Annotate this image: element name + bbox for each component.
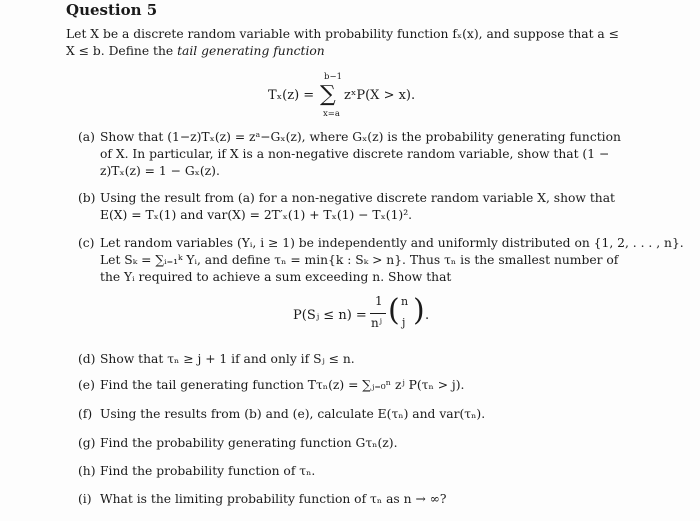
intro-emphasis: tail generating function — [177, 44, 325, 58]
part-c-line-3: the Yᵢ required to achieve a sum exceeding n. Show that — [100, 270, 452, 284]
frac-numerator: 1 — [375, 294, 383, 308]
binom-right-paren: ) — [413, 293, 425, 328]
fraction-bar — [370, 313, 386, 314]
part-i-label: (i) — [78, 492, 92, 506]
tail-formula-rhs: zˣP(X > x). — [344, 88, 416, 103]
binom-top: n — [401, 295, 409, 308]
binom-left-paren: ( — [388, 293, 400, 328]
question-title: Question 5 — [66, 1, 158, 19]
part-b-line-1: Using the result from (a) for a non-negative discrete random variable X, show that — [100, 191, 615, 205]
part-a-label: (a) — [78, 130, 95, 144]
part-f-label: (f) — [78, 407, 93, 421]
tail-formula-lhs: Tₓ(z) = — [268, 88, 315, 103]
part-b-line-2: E(X) = Tₓ(1) and var(X) = 2T′ₓ(1) + Tₓ(1) − Tₓ(1)². — [100, 208, 413, 222]
part-e-label: (e) — [78, 378, 95, 392]
part-c-label: (c) — [78, 236, 95, 250]
part-h-label: (h) — [78, 464, 96, 478]
part-a-line-1: Show that (1−z)Tₓ(z) = zᵃ−Gₓ(z), where Gₓ(z) is the probability generating function — [100, 130, 621, 144]
part-a-line-2: of X. In particular, if X is a non-negative discrete random variable, show that (1 − — [100, 147, 610, 161]
sum-upper-limit: b−1 — [324, 72, 342, 82]
intro-line-2 — [66, 42, 325, 60]
part-g-text: Find the probability generating function Gτₙ(z). — [100, 436, 398, 450]
part-h-text: Find the probability function of τₙ. — [100, 464, 316, 478]
prob-formula-lhs: P(Sⱼ ≤ n) = — [293, 308, 367, 323]
part-d-label: (d) — [78, 352, 96, 366]
part-c-line-1: Let random variables (Yᵢ, i ≥ 1) be independently and uniformly distributed on {1, 2, . . . , n}. — [100, 236, 684, 250]
part-i-text: What is the limiting probability function of τₙ as n → ∞? — [100, 492, 447, 506]
binom-bottom: j — [402, 316, 406, 329]
part-g-label: (g) — [78, 436, 96, 450]
intro-line-1: Let X be a discrete random variable with probability function fₓ(x), and suppose that a ≤ — [66, 27, 619, 41]
sum-lower-limit: x=a — [323, 109, 340, 119]
sum-sigma: ∑ — [320, 82, 336, 107]
frac-denominator: nʲ — [371, 316, 382, 330]
part-a-line-3: z)Tₓ(z) = 1 − Gₓ(z). — [100, 164, 220, 178]
intro-line-2-text: X ≤ b. Define the — [66, 44, 178, 58]
part-c-line-2: Let Sₖ = ∑ᵢ₌₁ᵏ Yᵢ, and define τₙ = min{k : Sₖ > n}. Thus τₙ is the smallest number of — [100, 253, 619, 267]
prob-formula-end: . — [425, 308, 430, 323]
part-b-label: (b) — [78, 191, 96, 205]
part-f-text: Using the results from (b) and (e), calculate E(τₙ) and var(τₙ). — [100, 407, 486, 421]
part-e-text: Find the tail generating function Tτₙ(z) = ∑ⱼ₌₀ⁿ zʲ P(τₙ > j). — [100, 378, 465, 392]
part-d-text: Show that τₙ ≥ j + 1 if and only if Sⱼ ≤ n. — [100, 352, 355, 366]
